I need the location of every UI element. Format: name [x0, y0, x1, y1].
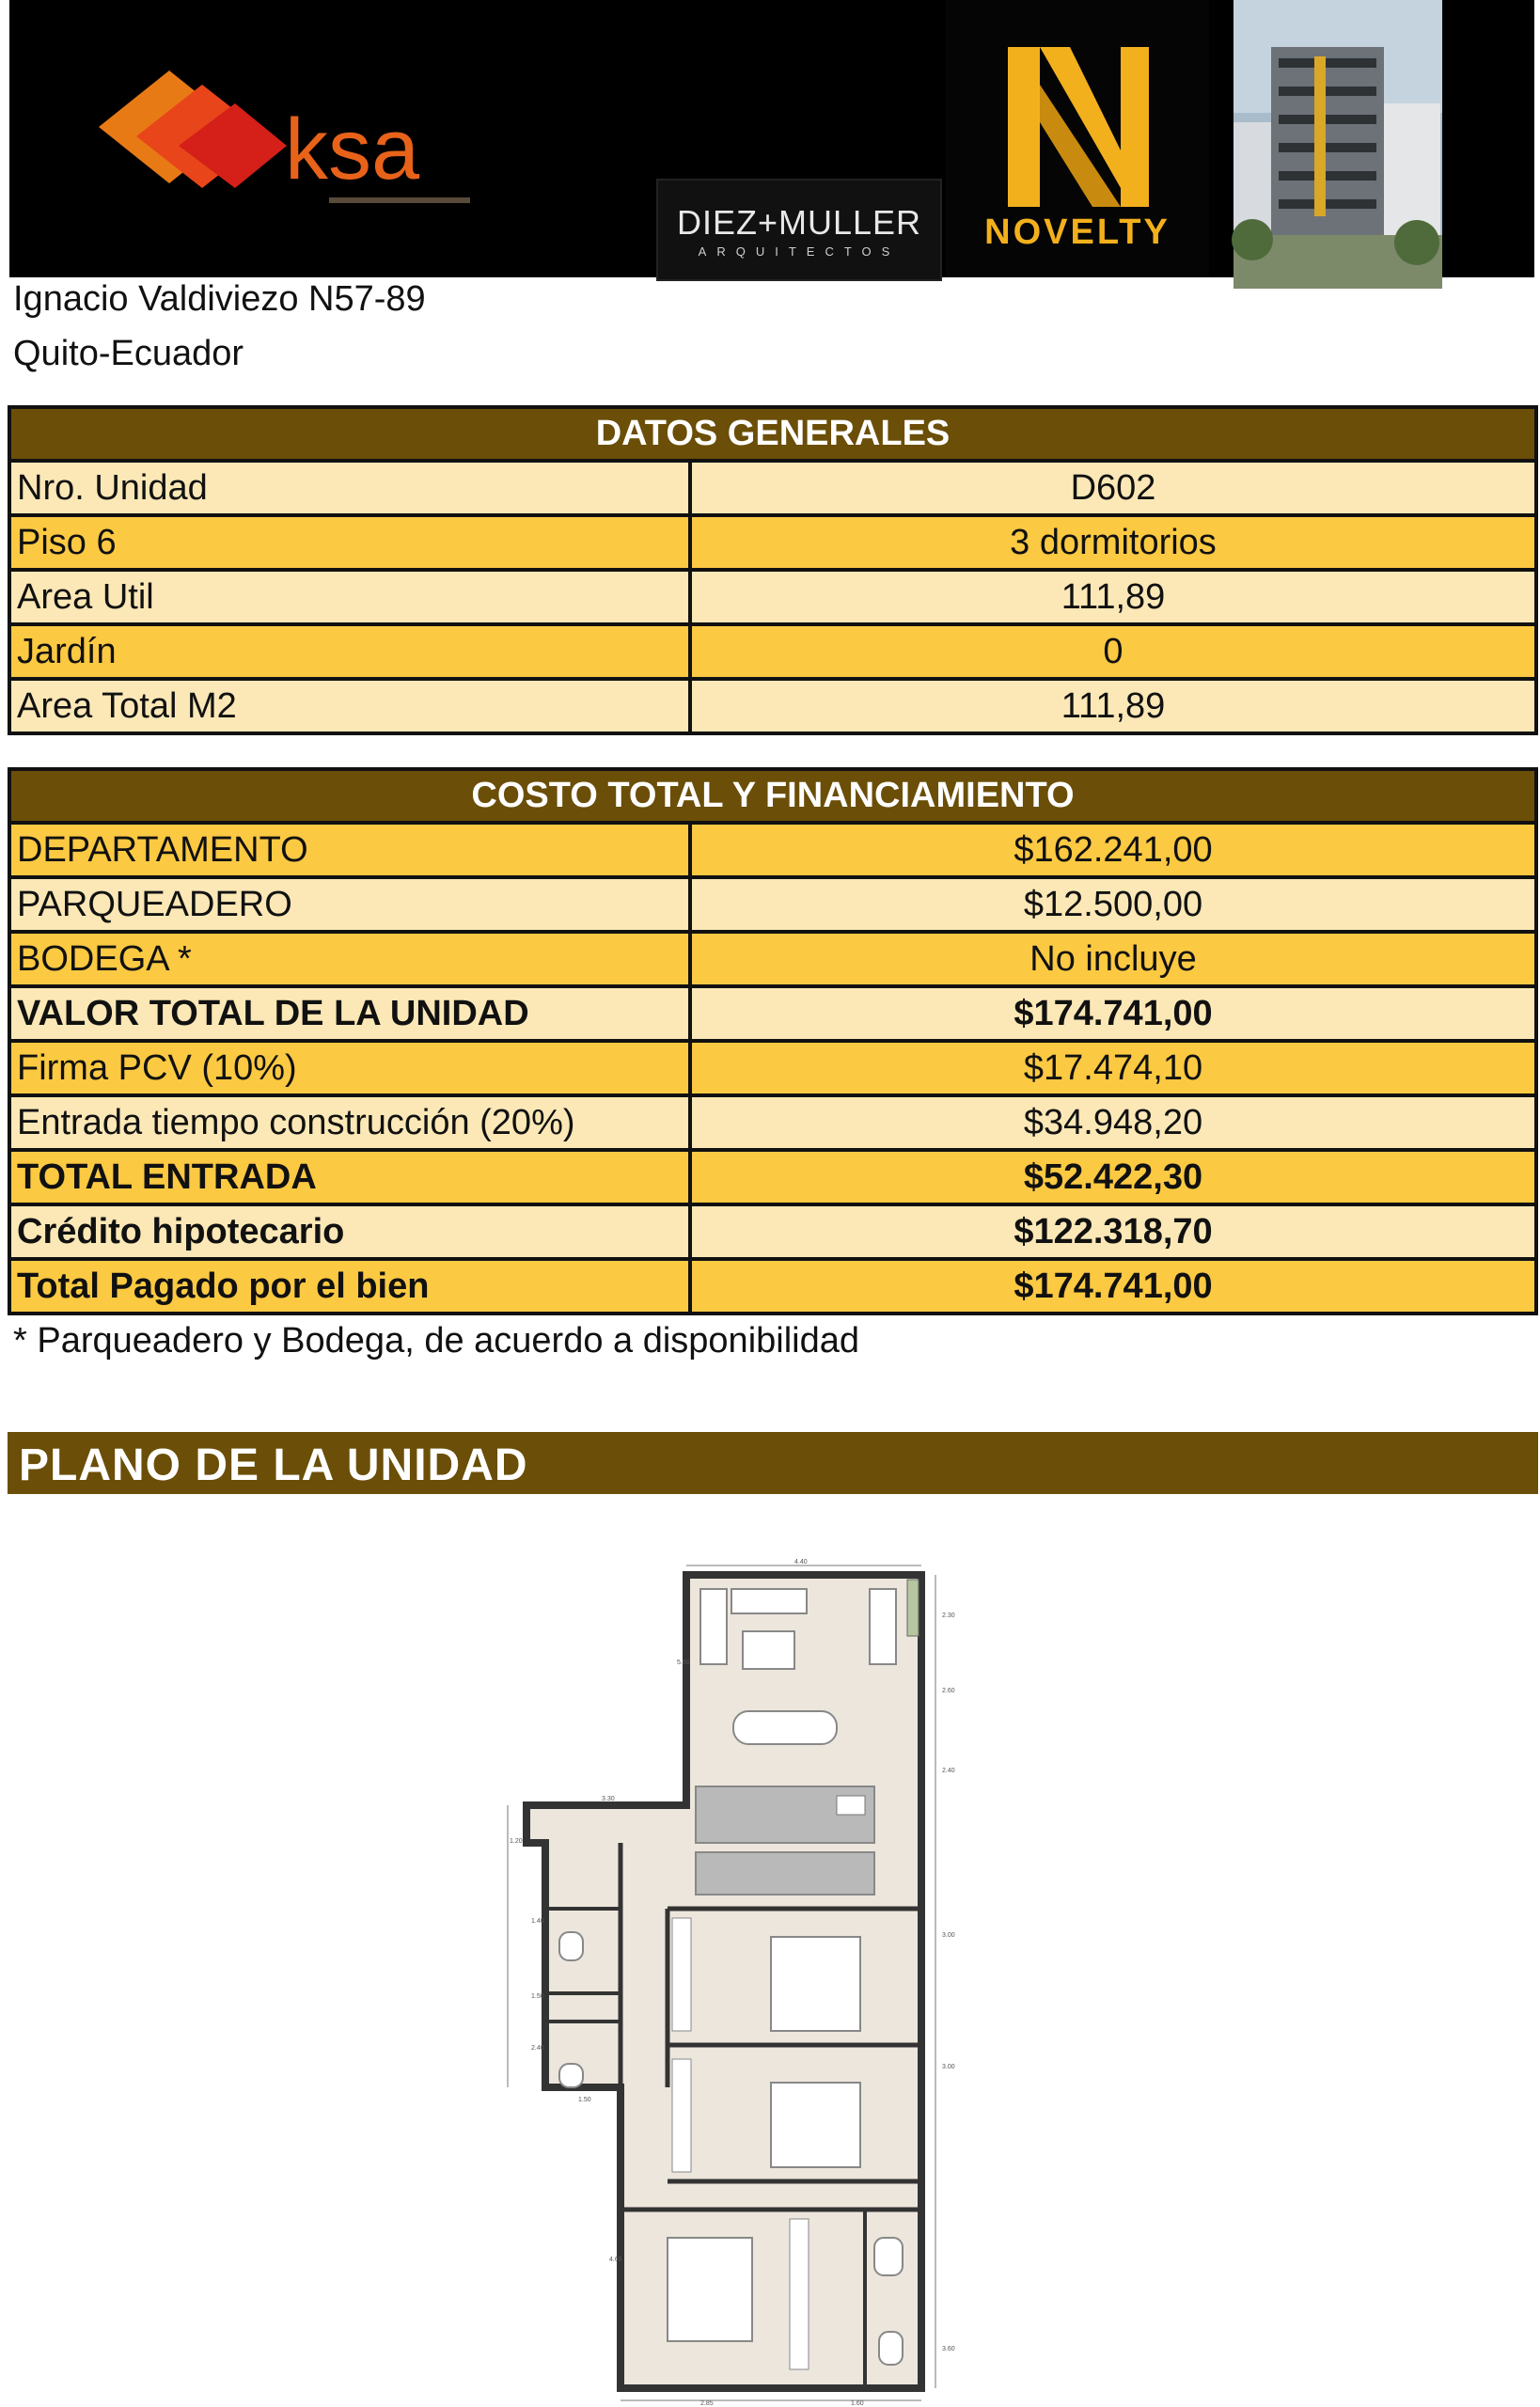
- dimension-label: 3.60: [942, 2346, 955, 2352]
- novelty-n-icon: [1008, 47, 1149, 207]
- row-value: $34.948,20: [1023, 1103, 1203, 1142]
- table-row: [11, 1148, 1534, 1203]
- general-data-table: [8, 405, 1538, 735]
- floor-plan-image: [508, 1559, 955, 2407]
- table-row: [11, 930, 1534, 984]
- row-value: D602: [1070, 468, 1156, 508]
- row-label: Nro. Unidad: [11, 463, 692, 513]
- row-value: $52.422,30: [1023, 1157, 1203, 1197]
- novelty-logo: [946, 0, 1209, 277]
- dimension-label: 5.80: [677, 1660, 690, 1666]
- dimension-label: 3.00: [942, 1932, 955, 1939]
- building-render-image: [1234, 0, 1442, 289]
- dimension-label: 2.30: [942, 1613, 955, 1619]
- table-row: [11, 677, 1534, 732]
- financing-title: COSTO TOTAL Y FINANCIAMIENTO: [11, 771, 1534, 821]
- availability-footnote: * Parqueadero y Bodega, de acuerdo a disponibilidad: [13, 1321, 859, 1361]
- row-value: $162.241,00: [1014, 830, 1213, 870]
- plan-section-header: [8, 1432, 1538, 1494]
- row-label: BODEGA *: [11, 934, 692, 984]
- general-data-title: DATOS GENERALES: [11, 409, 1534, 459]
- row-label: Jardín: [11, 626, 692, 677]
- table-row: [11, 984, 1534, 1039]
- row-value: No incluye: [1029, 939, 1197, 979]
- table-row: [11, 875, 1534, 930]
- dimension-label: 2.60: [942, 1688, 955, 1694]
- row-label: Entrada tiempo construcción (20%): [11, 1097, 692, 1148]
- table-row: [11, 821, 1534, 875]
- row-label: Crédito hipotecario: [11, 1206, 692, 1257]
- row-value: $174.741,00: [1014, 994, 1213, 1033]
- table-row: [11, 513, 1534, 568]
- row-label: Area Total M2: [11, 681, 692, 732]
- table-row: [11, 622, 1534, 677]
- ksa-logo-text: ksa: [285, 102, 420, 197]
- dimension-label: 4.65: [609, 2257, 622, 2263]
- row-label: Piso 6: [11, 517, 692, 568]
- row-value: 111,89: [1061, 577, 1166, 617]
- row-label: Area Util: [11, 572, 692, 622]
- row-label: PARQUEADERO: [11, 879, 692, 930]
- dimension-label: 1.60: [851, 2400, 864, 2407]
- row-label: VALOR TOTAL DE LA UNIDAD: [11, 988, 692, 1039]
- table-row: [11, 459, 1534, 513]
- row-value: $122.318,70: [1014, 1212, 1213, 1251]
- row-value: $12.500,00: [1023, 885, 1203, 924]
- architect-subtitle: ARQUITECTOS: [698, 244, 901, 259]
- address-line-1: Ignacio Valdiviezo N57-89: [13, 279, 426, 319]
- row-label: Total Pagado por el bien: [11, 1261, 692, 1312]
- dimension-label: 2.85: [700, 2400, 714, 2407]
- row-label: Firma PCV (10%): [11, 1043, 692, 1093]
- architect-name: DIEZ+MULLER: [676, 203, 922, 242]
- dimension-label: 1.50: [578, 2097, 591, 2103]
- dimension-label: 2.40: [942, 1768, 955, 1774]
- financing-table: [8, 767, 1538, 1315]
- row-value: $174.741,00: [1014, 1266, 1213, 1306]
- row-value: 3 dormitorios: [1010, 523, 1217, 562]
- table-row: [11, 1093, 1534, 1148]
- ksa-logo: [99, 56, 494, 235]
- dimension-label: 1.20: [510, 1838, 523, 1845]
- table-row: [11, 1257, 1534, 1312]
- dimension-label: 2.40: [531, 2045, 544, 2052]
- row-value: $17.474,10: [1023, 1048, 1203, 1088]
- header-banner: [9, 0, 1534, 277]
- dimension-label: 4.40: [794, 1559, 808, 1565]
- project-name: NOVELTY: [984, 212, 1171, 252]
- dimension-label: 3.30: [602, 1796, 615, 1802]
- table-row: [11, 568, 1534, 622]
- diez-muller-logo: [656, 179, 942, 281]
- plan-section-title: PLANO DE LA UNIDAD: [19, 1440, 528, 1490]
- row-label: DEPARTAMENTO: [11, 825, 692, 875]
- row-label: TOTAL ENTRADA: [11, 1152, 692, 1203]
- dimension-label: 3.00: [942, 2064, 955, 2070]
- row-value: 111,89: [1061, 686, 1166, 726]
- dimension-label: 1.50: [531, 1993, 544, 2000]
- logo-tagline: [329, 197, 470, 203]
- row-value: 0: [1103, 632, 1124, 671]
- address-line-2: Quito-Ecuador: [13, 334, 244, 373]
- dimension-label: 1.40: [531, 1918, 544, 1925]
- table-row: [11, 1203, 1534, 1257]
- table-row: [11, 1039, 1534, 1093]
